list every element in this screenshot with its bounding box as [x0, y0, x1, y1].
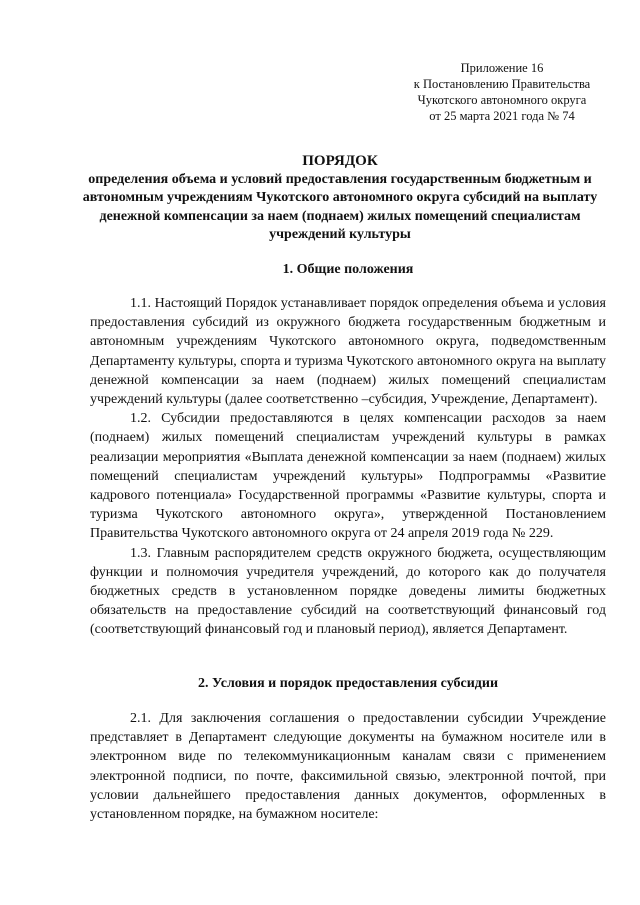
paragraph-1-2: 1.2. Субсидии предоставляются в целях компенсации расходов за наем (поднаем) жилых помещений специалистам учреждений культуры в рамках реализации мероприятия «Выплата денежной компенсации за наем (поднаем) жилых помещений специалистам учреждений культуры» Подпрограммы «Развитие кадрового потенциала» Государственной программы «Развитие культуры, спорта и туризма Чукотского автономного округа», утвержденной Постановлением Правительства Чукотского автономного округа от 24 апреля 2019 года № 229.	[90, 411, 606, 542]
paragraph-2-1: 2.1. Для заключения соглашения о предоставлении субсидии Учреждение представляет в Департамент следующие документы на бумажном носителе или в электронном виде по телекоммуникационным каналам связи с применением электронной подписи, по почте, факсимильной связью, электронной почтой, при условии дальнейшего предоставления данных документов, оформленных в установленном порядке, на бумажном носителе:	[90, 711, 606, 823]
section-1-body	[90, 294, 606, 640]
section-2-body	[90, 709, 606, 824]
appendix-line-4: от 25 марта 2021 года № 74	[429, 109, 575, 123]
appendix-line-3: Чукотского автономного округа	[417, 93, 587, 107]
appendix-line-2: к Постановлению Правительства	[413, 77, 591, 91]
section-2-heading: 2. Условия и порядок предоставления субсидии	[197, 676, 499, 691]
title-heading: ПОРЯДОК	[302, 153, 378, 169]
document-title	[80, 152, 600, 245]
paragraph-1-1: 1.1. Настоящий Порядок устанавливает порядок определения объема и условия предоставления субсидий из окружного бюджета государственным бюджетным и автономным учреждениям Чукотского автономного округа, подведомственным Департаменту культуры, спорта и туризма Чукотского автономного округа на выплату денежной компенсации за наем (поднаем) жилых помещений специалистам учреждений культуры (далее соответственно –субсидия, Учреждение, Департамент).	[90, 296, 606, 408]
paragraph-1-3: 1.3. Главным распорядителем средств окружного бюджета, осуществляющим функции и полномочия учредителя учреждений, до которого как до получателя бюджетных средств в установленном порядке доведены лимиты бюджетных обязательств на предоставление субсидий на соответствующий финансовый год (соответствующий финансовый год и плановый период), является Департамент.	[90, 545, 606, 638]
section-1-heading: 1. Общие положения	[282, 262, 414, 277]
appendix-line-1: Приложение 16	[460, 61, 544, 75]
appendix-note	[382, 60, 622, 124]
title-subtitle: определения объема и условий предоставления государственным бюджетным и автономным учреждениям Чукотского автономного округа субсидий на выплату денежной компенсации за наем (поднаем) жилых помещений специалистам учреждений культуры	[82, 171, 598, 242]
